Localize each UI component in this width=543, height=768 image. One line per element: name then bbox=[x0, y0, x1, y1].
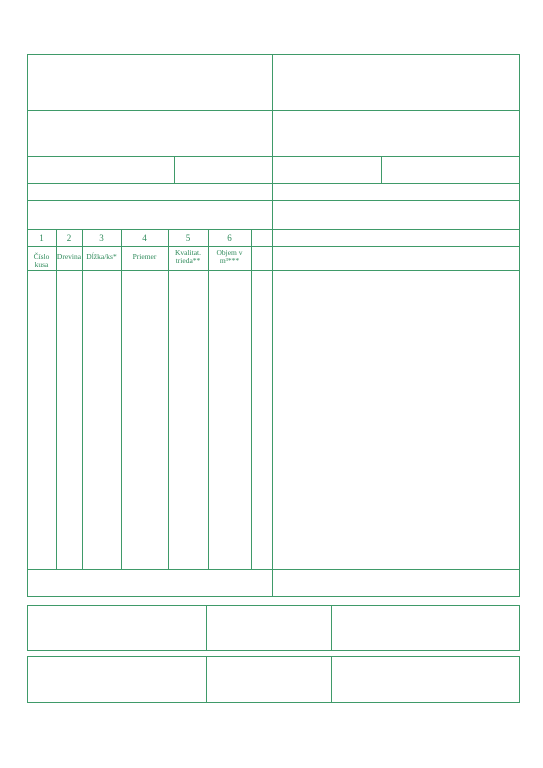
column-number: 6 bbox=[227, 233, 232, 243]
center-divider bbox=[272, 54, 273, 597]
divider bbox=[27, 110, 520, 111]
column-number: 5 bbox=[185, 233, 191, 243]
divider bbox=[27, 246, 520, 247]
divider bbox=[381, 156, 382, 183]
divider bbox=[27, 229, 520, 230]
divider bbox=[27, 156, 520, 157]
divider bbox=[27, 270, 520, 271]
table-column-divider bbox=[82, 229, 83, 569]
table-column-divider bbox=[208, 229, 209, 569]
table-column-divider bbox=[251, 229, 252, 569]
column-number: 4 bbox=[142, 233, 147, 243]
divider bbox=[206, 605, 207, 651]
column-header: Kvalitat. trieda** bbox=[174, 248, 202, 265]
divider bbox=[331, 605, 332, 651]
table-column-divider bbox=[56, 229, 57, 569]
column-header: Číslo kusa bbox=[33, 252, 50, 269]
divider bbox=[174, 156, 175, 183]
table-column-divider bbox=[168, 229, 169, 569]
divider bbox=[331, 656, 332, 703]
column-number: 1 bbox=[39, 233, 44, 243]
issued-box bbox=[27, 605, 520, 651]
column-header: Dĺžka/ks* bbox=[86, 252, 117, 261]
divider bbox=[27, 200, 520, 201]
divider bbox=[206, 656, 207, 703]
divider bbox=[27, 569, 520, 570]
column-header: Drevina bbox=[56, 252, 82, 261]
column-header: Priemer bbox=[132, 252, 157, 261]
column-number: 3 bbox=[99, 233, 104, 243]
column-number: 2 bbox=[66, 233, 72, 243]
divider bbox=[27, 183, 520, 184]
table-column-divider bbox=[121, 229, 122, 569]
main-form-frame bbox=[27, 54, 520, 597]
received-box bbox=[27, 656, 520, 703]
column-header: Objem v m³*** bbox=[216, 248, 243, 265]
